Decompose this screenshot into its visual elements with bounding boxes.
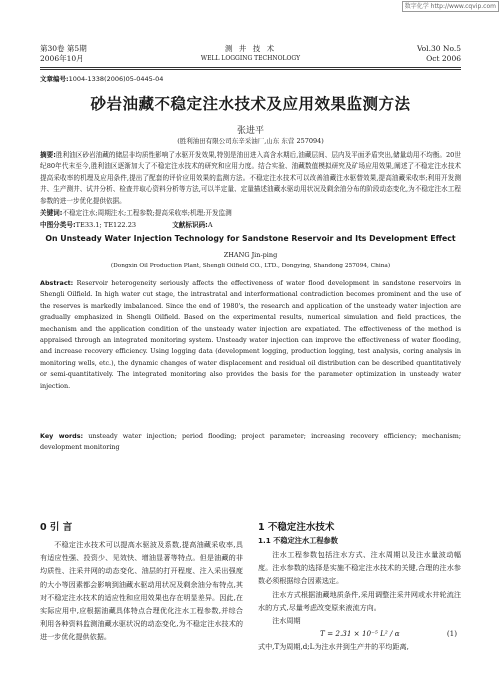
header-journal-en: WELL LOGGING TECHNOLOGY <box>200 55 301 62</box>
left-column <box>40 519 243 644</box>
abstract-zh-label: 摘要: <box>40 151 56 159</box>
classification <box>40 220 461 231</box>
keywords-en-text: unsteady water injection; period flooding; project parameter; increasing recovery efficiency; mechanism; development monitoring <box>40 432 461 452</box>
abstract-zh-text: 胜利油区砂岩油藏的储层非均质性影响了水驱开发效果,特别是油田进入高含水期后,油藏层间、层内及平面矛盾突出,储量动用不均衡。20世纪80年代末至今,胜利油区逐渐加大了不稳定注水技术的研究和应用力度。结合实验、油藏数值模拟研究及矿场应用效果,阐述了不稳定注水技术提高采收率的机理及应用条件,提出了配套的评价应用效果的监测方法。不稳定注水技术可以改善油藏注水驱替效果,提高油藏采收率;利用开发测井、生产测井、试井分析、检查井取心资料分析等方法,可以半定量、定量描述油藏水驱动用状况及剩余油分布的阶段动态变化,为不稳定注水工程参数的进一步优化提供依据。 <box>40 151 461 205</box>
section-1-paragraph-1: 注水工程参数包括注水方式、注水周期以及注水量波动幅度。注水参数的选择是实施不稳定注水技术的关键,合理的注水参数必须根据综合因素选定。 <box>258 550 461 586</box>
paper-author: 张进平 <box>236 126 264 136</box>
header-right <box>417 44 461 64</box>
doc-number <box>40 74 163 83</box>
paper-affiliation: (胜利油田有限公司东辛采油厂,山东 东营 257094) <box>177 137 324 145</box>
header-vol-issue-en: Vol.30 No.5 <box>416 44 461 53</box>
equation-1: T = 2.31 × 10⁻⁵ L² / α <box>320 629 400 639</box>
abstract-en-label: Abstract: <box>40 279 74 287</box>
section-0-body <box>40 538 243 644</box>
header-vol-issue-zh: 第30卷 第5期 <box>40 44 87 53</box>
section-1-1-heading: 1.1 不稳定注水工程参数 <box>258 536 338 545</box>
section-1-paragraph-4: 式中,T为周期,d;L为注水井到生产井的平均距离, <box>258 642 409 652</box>
header-date-en: Oct 2006 <box>426 54 461 63</box>
doc-code-value: A <box>207 221 213 229</box>
keywords-zh-text: 不稳定注水;周期注水;工程参数;提高采收率;机理;开发监测 <box>62 209 232 217</box>
keywords-zh <box>40 208 461 219</box>
section-1-body <box>258 548 461 653</box>
doc-number-label: 文章编号: <box>40 75 69 83</box>
section-0-heading: 0 引 言 <box>40 522 73 533</box>
doc-code-label: 文献标识码: <box>172 221 208 229</box>
header-journal-zh: 测 井 技 术 <box>224 44 277 53</box>
keywords-zh-label: 关键词: <box>40 209 63 217</box>
abstract-en-text: Reservoir heterogeneity seriously affects the effectiveness of water flood development in sandstone reservoirs in Shengli Oilfield. In high water cut stage, the intrastratal and interformational contradiction becomes prominent and the use of the reserves is markedly imbalanced. Since the end of 1980's, the research and application of the unsteady water injection are gradually emphasized in Shengli Oilfield. Based on the experimental results, numerical simulation and field practices, the mechanism and the application condition of the unsteady water injection are expatiated. The effectiveness of the method is appraised through an integrated monitoring system. Unsteady water injection can improve the effectiveness of water flooding, and increase recovery efficiency. Using logging data (development logging, production logging, test analysis, coring analysis in monitoring wells, etc.), the dynamic changes of water displacement and residual oil distribution can be described quantitatively or semi-quantitatively. The integrated monitoring also provides the basis for the parameter optimization in unsteady water injection. <box>40 279 461 390</box>
abstract-en <box>40 278 461 392</box>
header-left <box>40 44 87 64</box>
section-0-paragraph: 不稳定注水技术可以提高水驱波及系数,提高油藏采收率,具有适应性强、投资少、见效快、增油显著等特点。但是油藏的非均质性、注采井网的动态变化、油层的打开程度、注入采出强度的大小等因素都会影响到油藏水驱动用状况及剩余油分布特点,其对不稳定注水技术的适应性和应用效果也存在明显差异。因此,在实际应用中,应根据油藏具体特点合理优化注水工程参数,并综合利用各种资料监测油藏水驱状况的动态变化,为不稳定注水技术的进一步优化提供依据。 <box>40 540 243 642</box>
section-1-heading: 1 不稳定注水技术 <box>258 522 335 533</box>
section-1-paragraph-3: 注水周期 <box>272 616 301 626</box>
paper-title: 砂岩油藏不稳定注水技术及应用效果监测方法 <box>90 95 411 113</box>
classification-label: 中图分类号: <box>40 221 76 229</box>
doc-number-value: 1004-1338(2006)05-0445-04 <box>68 75 164 83</box>
right-column <box>258 519 461 653</box>
english-title: On Unsteady Water Injection Technology for Sandstone Reservoir and Its Development Effect <box>45 234 456 243</box>
header-rule-top <box>40 67 461 68</box>
english-author: ZHANG Jin-ping <box>223 251 278 259</box>
abstract-zh <box>40 150 461 207</box>
section-1-paragraph-2: 注水方式根据油藏地质条件,采用调整注采井网或水井轮流注水的方式,尽量考虑改变原来液流方向。 <box>258 589 461 612</box>
classification-value: TE33.1; TE122.23 <box>75 221 137 229</box>
equation-row <box>258 627 461 640</box>
watermark-stamp: 数字化学 http://www.cqvip.com <box>402 1 499 12</box>
equation-1-number: (1) <box>446 629 457 639</box>
header-rule-bottom <box>40 69 461 70</box>
header-date-zh: 2006年10月 <box>40 54 84 63</box>
header-center <box>150 44 351 64</box>
english-affiliation: (Dongxin Oil Production Plant, Shengli Oilfield CO., LTD., Dongying, Shandong 257094, China) <box>110 263 391 269</box>
keywords-en-label: Key words: <box>40 432 84 440</box>
keywords-en <box>40 431 461 454</box>
